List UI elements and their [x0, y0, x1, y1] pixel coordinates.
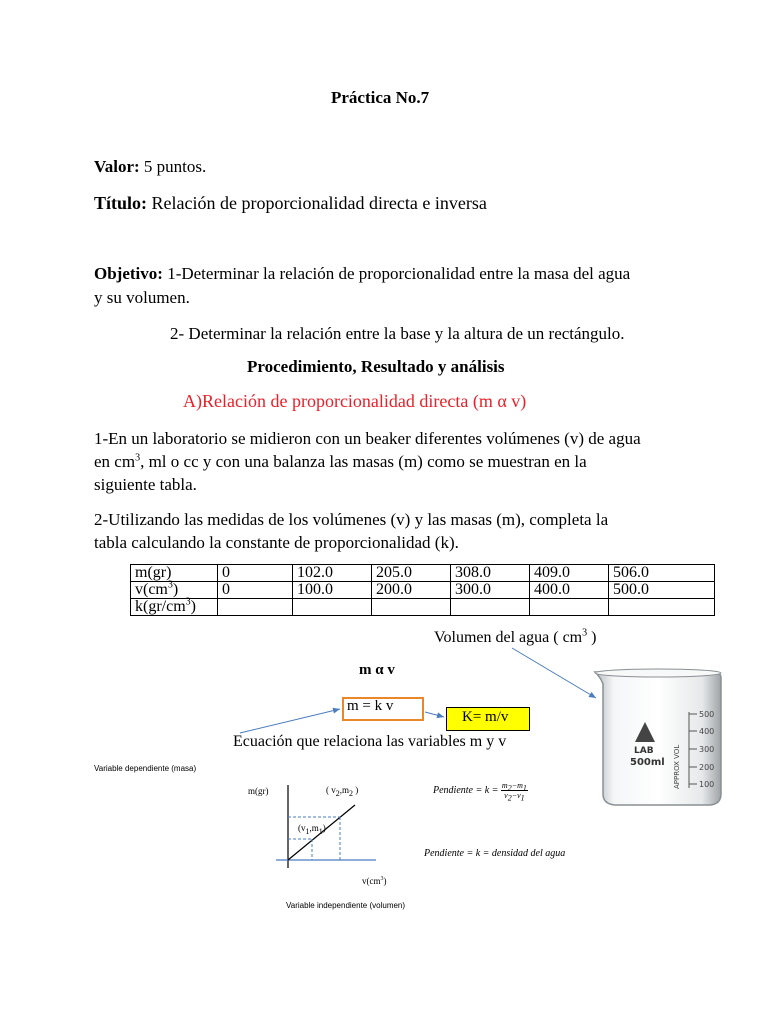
- para1-line2-pre: en cm: [94, 452, 136, 471]
- beaker-brand: LAB: [634, 746, 654, 756]
- table-cell: 200.0: [372, 582, 451, 599]
- para2-line2: tabla calculando la constante de proporcionalidad (k).: [94, 533, 459, 552]
- volumen-post: ): [587, 629, 597, 646]
- var-independiente-label: Variable independiente (volumen): [286, 901, 406, 910]
- formula-pendiente-fraction: [433, 781, 528, 803]
- proportionality-graph: [270, 780, 385, 875]
- graph-trend-line: [288, 805, 355, 860]
- objetivo-line2: y su volumen.: [94, 288, 190, 307]
- table-cell: 205.0: [372, 565, 451, 582]
- table-cell: 0: [218, 565, 293, 582]
- table-cell: 102.0: [293, 565, 372, 582]
- beaker-image: [585, 664, 735, 814]
- graph-point2-label: ( $v_2,m_2$ ): [326, 785, 359, 798]
- graph-x-sup: 3: [380, 876, 384, 882]
- objetivo-line3: 2- Determinar la relación entre la base y la altura de un rectángulo.: [170, 324, 625, 343]
- k-label-sup: 3: [185, 596, 191, 608]
- m-alpha-v: m α v: [359, 662, 395, 678]
- table-cell: 0: [218, 582, 293, 599]
- beaker-tick-label: 500: [699, 710, 715, 719]
- graph-x-pre: v(cm: [362, 876, 381, 886]
- objetivo-label: Objetivo:: [94, 264, 163, 283]
- beaker-tick-label: 100: [699, 780, 715, 789]
- k-box-text: K= m/v: [462, 709, 509, 725]
- beaker-capacity: 500ml: [630, 757, 665, 768]
- graph-x-label: [362, 876, 387, 886]
- para2-line1: 2-Utilizando las medidas de los volúmenes (v) y las masas (m), completa la: [94, 510, 609, 529]
- page-title: Práctica No.7: [331, 88, 430, 107]
- objetivo-text1: 1-Determinar la relación de proporcionalidad entre la masa del agua: [162, 264, 631, 283]
- graph-x-post: ): [383, 876, 387, 886]
- beaker-tick-label: 300: [699, 745, 715, 754]
- para1-line3: siguiente tabla.: [94, 475, 197, 494]
- k-label-pre: k(gr/cm: [135, 598, 186, 615]
- equation-text: m = k v: [347, 698, 394, 714]
- formula1-num: $m_2-m_1$: [501, 781, 527, 793]
- para1-line1: 1-En un laboratorio se midieron con un beaker diferentes volúmenes (v) de agua: [94, 429, 641, 448]
- v-label-sup: 3: [167, 579, 173, 591]
- arrow-to-beaker: [512, 648, 596, 698]
- table-cell: 308.0: [451, 565, 530, 582]
- valor-label: Valor:: [94, 157, 140, 176]
- formula1-left: Pendiente = k =: [433, 784, 501, 796]
- table-cell: m(gr): [131, 565, 218, 582]
- section-a-heading: A)Relación de proporcionalidad directa (m α v): [183, 391, 527, 411]
- table-cell: 409.0: [530, 565, 609, 582]
- v-label-post: ): [172, 581, 179, 598]
- table-cell: 100.0: [293, 582, 372, 599]
- table-cell: 500.0: [609, 582, 715, 599]
- graph-y-label: m(gr): [248, 786, 269, 796]
- volumen-sup: 3: [582, 627, 588, 639]
- formula1-fraction: [501, 781, 528, 803]
- table-cell: 506.0: [609, 565, 715, 582]
- para1-line2-post: , ml o cc y con una balanza las masas (m) como se muestran en la: [140, 452, 587, 471]
- beaker-tick-label: 200: [699, 763, 715, 772]
- valor-text: 5 puntos.: [139, 157, 207, 176]
- formula-pendiente-densidad: Pendiente = k = densidad del agua: [424, 848, 566, 859]
- v-label-pre: v(cm: [135, 581, 168, 598]
- arrow-to-k-box: [425, 712, 444, 717]
- graph-point1-label: $(v_1,m_1)$: [298, 823, 326, 836]
- var-dependiente-label: Variable dependiente (masa): [94, 764, 197, 773]
- table-cell: 300.0: [451, 582, 530, 599]
- titulo-text: Relación de proporcionalidad directa e inversa: [147, 193, 487, 213]
- beaker-side-text: APPROX VOL: [673, 744, 681, 789]
- para1-line2-sup: 3: [135, 452, 141, 464]
- titulo-label: Título:: [94, 193, 148, 213]
- beaker-tick-label: 400: [699, 727, 715, 736]
- ecuacion-caption: Ecuación que relaciona las variables m y v: [233, 733, 507, 750]
- volumen-pre: Volumen del agua ( cm: [434, 629, 583, 646]
- formula1-den: $v_2-v_1$: [504, 791, 525, 803]
- k-label-post: ): [190, 598, 196, 615]
- arrow-to-equation: [240, 709, 340, 733]
- table-cell: 400.0: [530, 582, 609, 599]
- procedure-heading: Procedimiento, Resultado y análisis: [247, 357, 505, 376]
- beaker-rim: [595, 669, 721, 677]
